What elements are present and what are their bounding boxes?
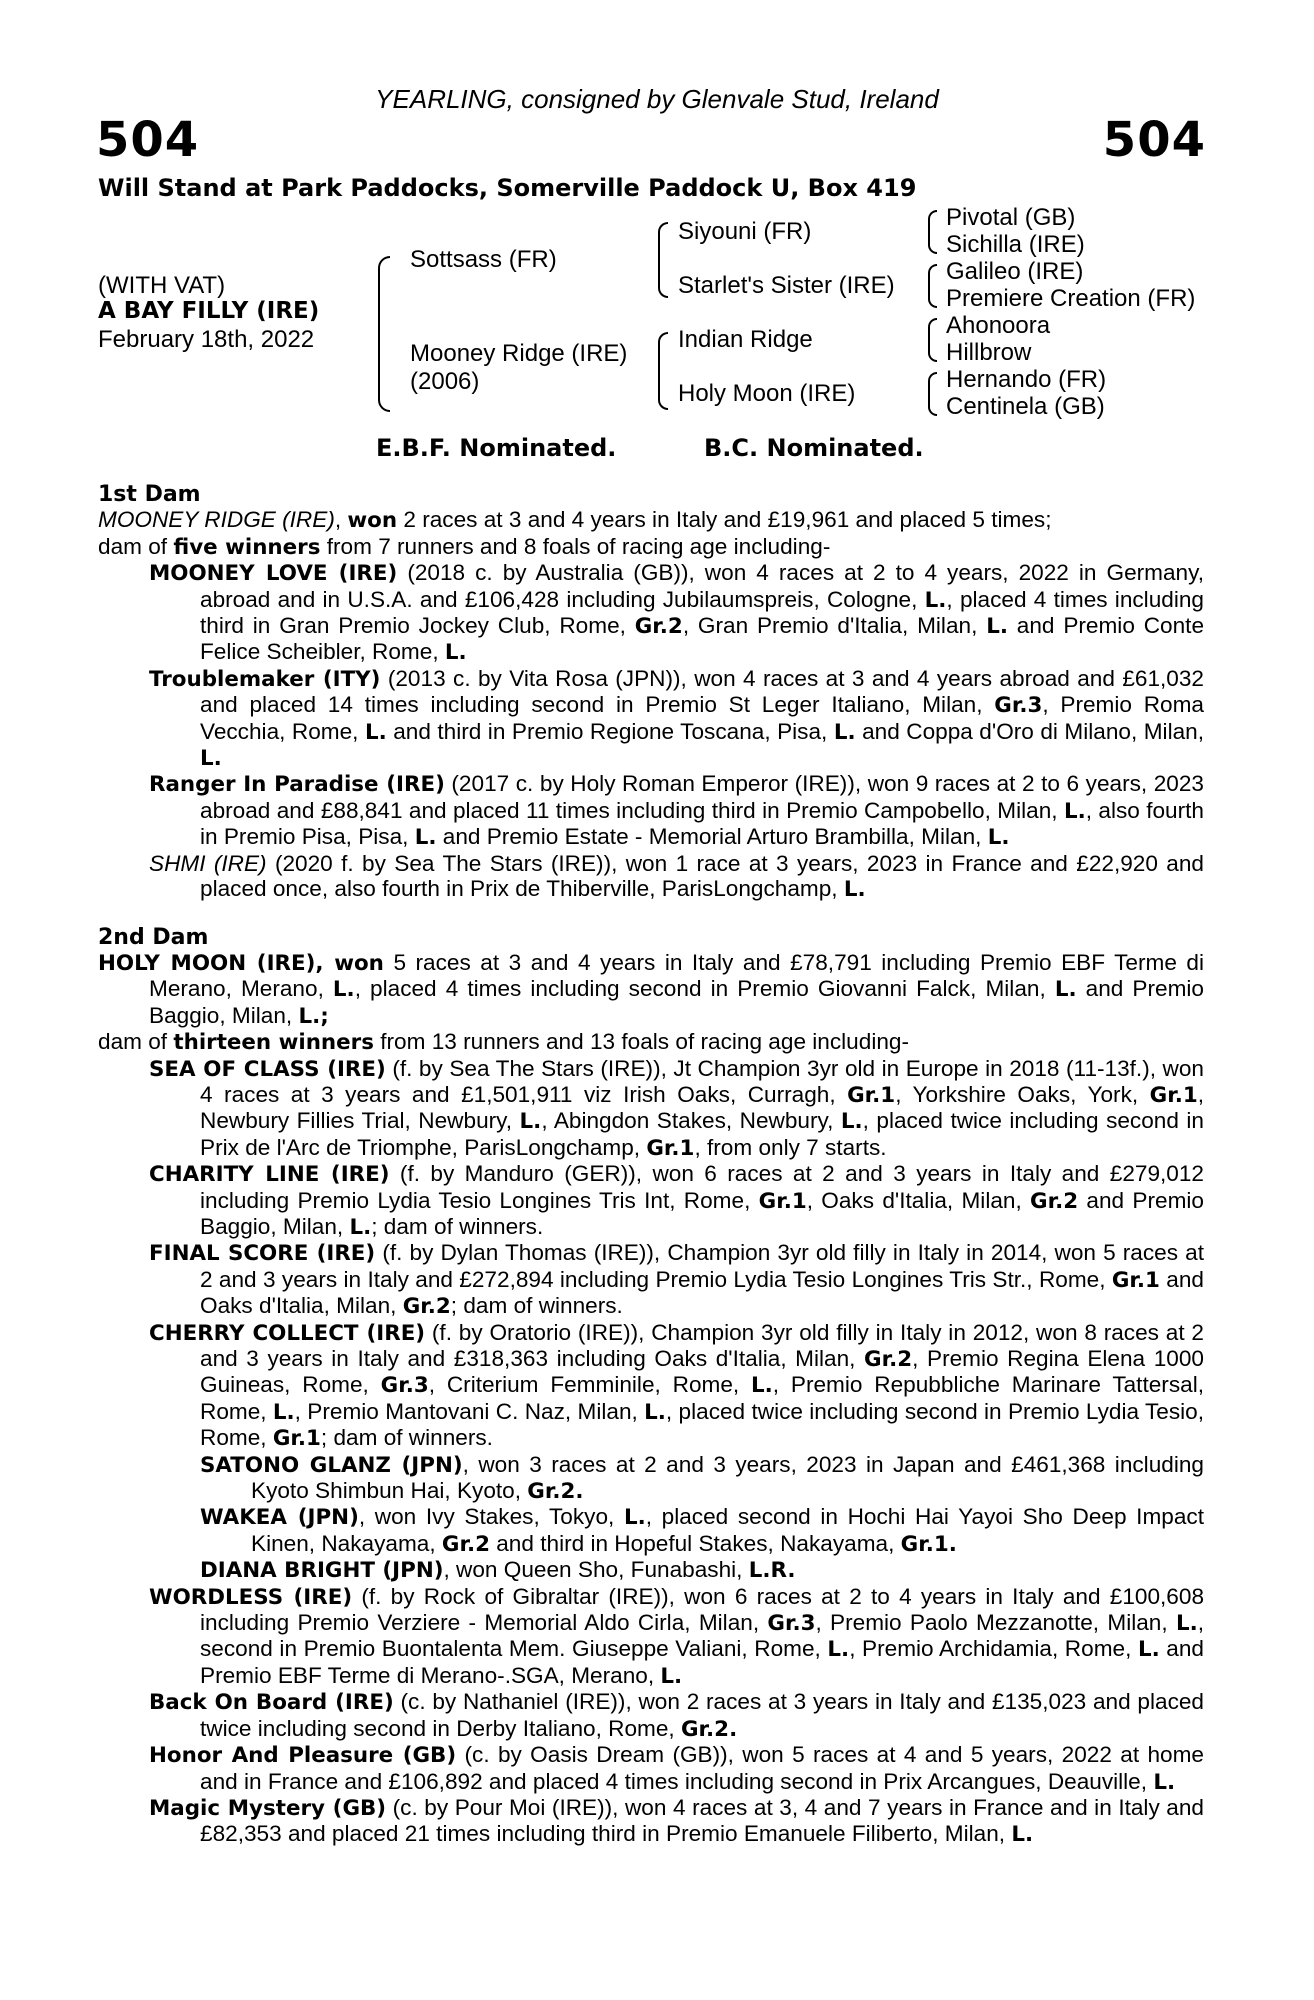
produce-entry: FINAL SCORE (IRE) (f. by Dylan Thomas (IRE)), Champion 3yr old filly in Italy in 2014, won 5 races at 2 and 3 years in Italy and £272,894 including Premio Lydia Tesio Longines Tris Str., Rome, Gr.1 and Oaks d'Italia, Milan, Gr.2; dam of winners.	[149, 1240, 1204, 1320]
second-dam-name: HOLY MOON (IRE)	[98, 950, 316, 976]
sire-dam: Starlet's Sister (IRE)	[678, 272, 895, 299]
first-dam-title: 1st Dam	[98, 482, 201, 507]
grandchild-entry: DIANA BRIGHT (JPN), won Queen Sho, Funabashi, L.R.	[200, 1557, 796, 1584]
foaling-date: February 18th, 2022	[98, 326, 315, 353]
grandchild-entry: SATONO GLANZ (JPN), won 3 races at 2 and 3 years, 2023 in Japan and £461,368 including Kyoto Shimbun Hai, Kyoto, Gr.2.	[200, 1451, 1204, 1505]
produce-entry: Honor And Pleasure (GB) (c. by Oasis Dream (GB)), won 5 races at 4 and 5 years, 2022 at home and in France and £106,892 and placed 4 times including second in Prix Arcangues, Deauville, L.	[149, 1742, 1204, 1795]
vat-label: (WITH VAT)	[98, 272, 226, 299]
second-dam-title: 2nd Dam	[98, 924, 209, 950]
produce-entry: MOONEY LOVE (IRE) (2018 c. by Australia (GB)), won 4 races at 2 to 4 years, 2022 in Germany, abroad and in U.S.A. and £106,428 including Jubilaumspreis, Cologne, L., placed 4 times including third in Gran Premio Jockey Club, Rome, Gr.2, Gran Premio d'Italia, Milan, L. and Premio Conte Felice Scheibler, Rome, L.	[149, 560, 1205, 666]
gg-dam-4: Centinela (GB)	[946, 393, 1105, 420]
gg-dam-2: Premiere Creation (FR)	[946, 285, 1196, 312]
dam-sire: Indian Ridge	[678, 326, 813, 353]
second-dam-produce-summary: dam of thirteen winners from 13 runners and 13 foals of racing age including-	[98, 1029, 909, 1056]
first-dam-record: MOONEY RIDGE (IRE), won 2 races at 3 and 4 years in Italy and £19,961 and placed 5 times;	[98, 507, 1052, 534]
produce-entry: CHARITY LINE (IRE) (f. by Manduro (GER)), won 6 races at 2 and 3 years in Italy and £279,012 including Premio Lydia Tesio Longines Tris Int, Rome, Gr.1, Oaks d'Italia, Milan, Gr.2 and Premio Baggio, Milan, L.; dam of winners.	[149, 1161, 1204, 1240]
brace-g56	[928, 318, 937, 362]
brace-g34	[928, 264, 937, 308]
brace-g12	[928, 210, 937, 254]
gg-dam-3: Hillbrow	[946, 339, 1032, 366]
produce-entry: SHMI (IRE) (2020 f. by Sea The Stars (IRE)), won 1 race at 3 years, 2023 in France and £22,920 and placed once, also fourth in Prix de Thiberville, ParisLongchamp, L.	[149, 850, 1204, 903]
first-dam-produce-summary: dam of five winners from 7 runners and 8 foals of racing age including-	[98, 533, 831, 560]
lot-number-right: 504	[1102, 112, 1206, 168]
consignment-line: YEARLING, consigned by Glenvale Stud, Ireland	[375, 84, 939, 114]
brace-horse	[378, 256, 390, 412]
produce-entry: Back On Board (IRE) (c. by Nathaniel (IRE)), won 2 races at 3 years in Italy and £135,023 and placed twice including second in Derby Italiano, Rome, Gr.2.	[149, 1689, 1204, 1742]
gg-sire-3: Ahonoora	[946, 312, 1051, 339]
first-dam-name: MOONEY RIDGE (IRE)	[98, 507, 335, 533]
dam-year: (2006)	[410, 368, 480, 395]
brace-sire	[658, 222, 668, 298]
sire-sire: Siyouni (FR)	[678, 218, 812, 245]
horse-name: A BAY FILLY (IRE)	[98, 298, 320, 324]
gg-sire-4: Hernando (FR)	[946, 366, 1107, 393]
ebf-nomination: E.B.F. Nominated.	[376, 434, 617, 462]
stand-location: Will Stand at Park Paddocks, Somerville Paddock U, Box 419	[98, 174, 917, 202]
produce-entry: Ranger In Paradise (IRE) (2017 c. by Holy Roman Emperor (IRE)), won 9 races at 2 to 6 years, 2023 abroad and £88,841 and placed 11 times including third in Premio Campobello, Milan, L., also fourth in Premio Pisa, Pisa, L. and Premio Estate - Memorial Arturo Brambilla, Milan, L.	[149, 771, 1204, 851]
produce-entry: SEA OF CLASS (IRE) (f. by Sea The Stars (IRE)), Jt Champion 3yr old in Europe in 2018 (11-13f.), won 4 races at 3 years and £1,501,911 viz Irish Oaks, Curragh, Gr.1, Yorkshire Oaks, York, Gr.1, Newbury Fillies Trial, Newbury, L., Abingdon Stakes, Newbury, L., placed twice including second in Prix de l'Arc de Triomphe, ParisLongchamp, Gr.1, from only 7 starts.	[149, 1055, 1204, 1161]
gg-sire-2: Galileo (IRE)	[946, 258, 1084, 285]
sire: Sottsass (FR)	[410, 246, 557, 273]
gg-sire-1: Pivotal (GB)	[946, 204, 1076, 231]
brace-g78	[928, 372, 937, 416]
grandchild-entry: WAKEA (JPN), won Ivy Stakes, Tokyo, L., placed second in Hochi Hai Yayoi Sho Deep Impact Kinen, Nakayama, Gr.2 and third in Hopeful Stakes, Nakayama, Gr.1.	[200, 1504, 1204, 1557]
dam: Mooney Ridge (IRE)	[410, 340, 628, 367]
bc-nomination: B.C. Nominated.	[704, 434, 924, 462]
produce-entry: CHERRY COLLECT (IRE) (f. by Oratorio (IRE)), Champion 3yr old filly in Italy in 2012, won 8 races at 2 and 3 years in Italy and £318,363 including Oaks d'Italia, Milan, Gr.2, Premio Regina Elena 1000 Guineas, Rome, Gr.3, Criterium Femminile, Rome, L., Premio Repubbliche Marinare Tattersal, Rome, L., Premio Mantovani C. Naz, Milan, L., placed twice including second in Premio Lydia Tesio, Rome, Gr.1; dam of winners.	[149, 1319, 1204, 1452]
produce-entry: Magic Mystery (GB) (c. by Pour Moi (IRE)), won 4 races at 3, 4 and 7 years in France and in Italy and £82,353 and placed 21 times including third in Premio Emanuele Filiberto, Milan, L.	[149, 1794, 1204, 1848]
produce-entry: Troublemaker (ITY) (2013 c. by Vita Rosa (JPN)), won 4 races at 3 and 4 years abroad and £61,032 and placed 14 times including second in Premio St Leger Italiano, Milan, Gr.3, Premio Roma Vecchia, Rome, L. and third in Premio Regione Toscana, Pisa, L. and Coppa d'Oro di Milano, Milan, L.	[149, 665, 1205, 772]
brace-dam	[658, 332, 668, 410]
gg-dam-1: Sichilla (IRE)	[946, 231, 1085, 258]
produce-record	[98, 482, 1204, 1848]
second-dam-record: HOLY MOON (IRE), won 5 races at 3 and 4 years in Italy and £78,791 including Premio EBF Terme di Merano, Merano, L., placed 4 times including second in Premio Giovanni Falck, Milan, L. and Premio Baggio, Milan, L.;	[98, 949, 1205, 1029]
produce-entry: WORDLESS (IRE) (f. by Rock of Gibraltar (IRE)), won 6 races at 2 to 4 years in Italy and £100,608 including Premio Verziere - Memorial Aldo Cirla, Milan, Gr.3, Premio Paolo Mezzanotte, Milan, L., second in Premio Buontalenta Mem. Giuseppe Valiani, Rome, L., Premio Archidamia, Rome, L. and Premio EBF Terme di Merano-.SGA, Merano, L.	[149, 1583, 1205, 1689]
lot-number-left: 504	[96, 112, 200, 168]
dam-dam: Holy Moon (IRE)	[678, 380, 856, 407]
